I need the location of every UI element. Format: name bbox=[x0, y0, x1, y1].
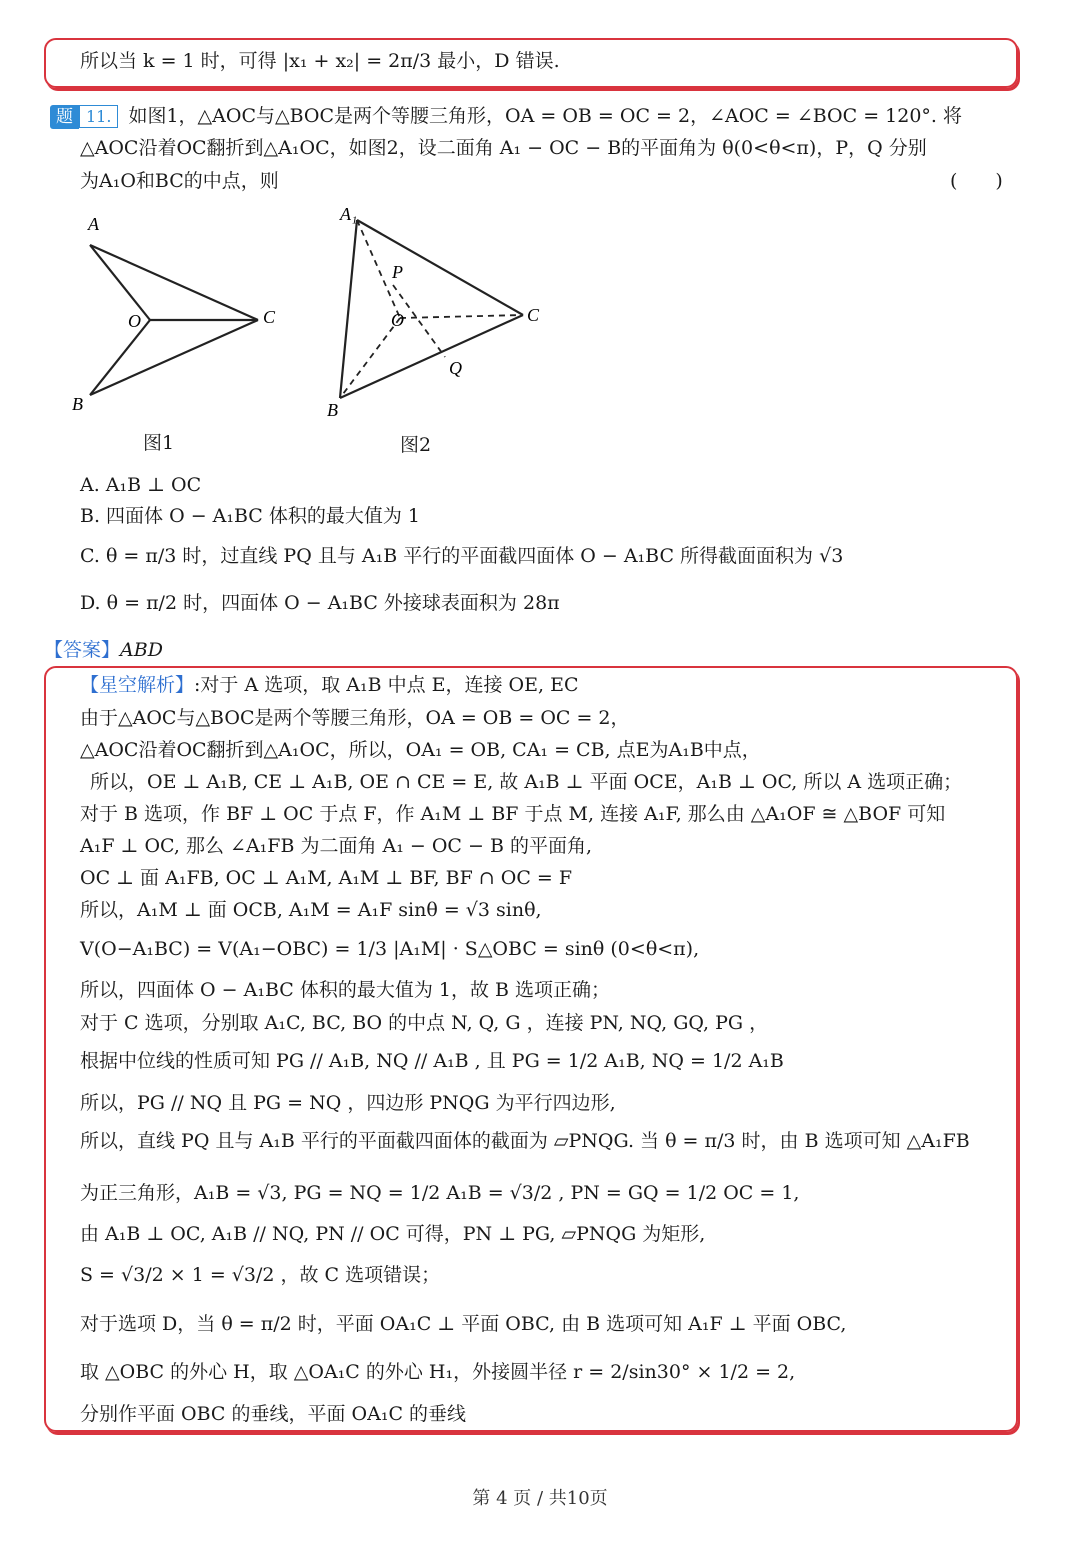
solution-line-19: 取 △OBC 的外心 H，取 △OA₁C 的外心 H₁，外接圆半径 r = 2/sin30° × 1/2 = 2, bbox=[80, 1361, 796, 1383]
fig2-label-b: B bbox=[327, 400, 338, 420]
question-line-3: 为A₁O和BC的中点，则 bbox=[80, 170, 279, 192]
figure-1-caption: 图1 bbox=[143, 432, 175, 454]
fig2-label-p: P bbox=[392, 262, 403, 282]
solution-line-4: 所以，OE ⊥ A₁B, CE ⊥ A₁B, OE ∩ CE = E, 故 A₁B ⊥ 平面 OCE，A₁B ⊥ OC, 所以 A 选项正确； bbox=[90, 771, 963, 793]
figure-1 bbox=[60, 205, 300, 420]
question-tag: 题 bbox=[50, 105, 79, 129]
answer-value: ABD bbox=[120, 639, 163, 661]
question-line-1 bbox=[50, 103, 962, 129]
option-d: D. θ = π/2 时，四面体 O − A₁BC 外接球表面积为 28π bbox=[80, 592, 560, 614]
solution-line-6: A₁F ⊥ OC, 那么 ∠A₁FB 为二面角 A₁ − OC − B 的平面角, bbox=[80, 835, 592, 857]
fig1-label-a: A bbox=[88, 214, 99, 234]
solution-label: 【星空解析】 bbox=[80, 674, 195, 696]
option-a: A. A₁B ⊥ OC bbox=[80, 474, 202, 496]
solution-line-8: 所以，A₁M ⊥ 面 OCB, A₁M = A₁F sinθ = √3 sinθ, bbox=[80, 899, 542, 921]
question-number: 11. bbox=[79, 105, 118, 128]
solution-line-15: 为正三角形，A₁B = √3, PG = NQ = 1/2 A₁B = √3/2 , PN = GQ = 1/2 OC = 1, bbox=[80, 1182, 800, 1204]
solution-line-7: OC ⊥ 面 A₁FB, OC ⊥ A₁M, A₁M ⊥ BF, BF ∩ OC = F bbox=[80, 867, 573, 889]
solution-line-9: V(O−A₁BC) = V(A₁−OBC) = 1/3 |A₁M| · S△OBC = sinθ (0<θ<π), bbox=[80, 938, 700, 960]
solution-line-20: 分别作平面 OBC 的垂线，平面 OA₁C 的垂线 bbox=[80, 1403, 467, 1425]
solution-line-17: S = √3/2 × 1 = √3/2 ，故 C 选项错误； bbox=[80, 1264, 441, 1286]
solution-line-1 bbox=[80, 672, 578, 698]
solution-text-1: :对于 A 选项，取 A₁B 中点 E，连接 OE, EC bbox=[194, 674, 579, 696]
solution-line-3: △AOC沿着OC翻折到△A₁OC，所以，OA₁ = OB, CA₁ = CB, 点E为A₁B中点， bbox=[80, 739, 761, 761]
question-line-2: △AOC沿着OC翻折到△A₁OC，如图2，设二面角 A₁ − OC − B的平面角为 θ(0<θ<π)，P，Q 分别 bbox=[80, 137, 927, 159]
fig2-label-q: Q bbox=[449, 358, 462, 378]
question-text-1: 如图1，△AOC与△BOC是两个等腰三角形，OA = OB = OC = 2，∠AOC = ∠BOC = 120°. 将 bbox=[128, 105, 963, 127]
solution-line-13: 所以，PG // NQ 且 PG = NQ ，四边形 PNQG 为平行四边形, bbox=[80, 1092, 616, 1114]
solution-line-2: 由于△AOC与△BOC是两个等腰三角形，OA = OB = OC = 2， bbox=[80, 707, 630, 729]
answer-line bbox=[44, 637, 163, 663]
solution-line-10: 所以，四面体 O − A₁BC 体积的最大值为 1，故 B 选项正确； bbox=[80, 979, 611, 1001]
solution-line-11: 对于 C 选项，分别取 A₁C, BC, BO 的中点 N, Q, G ，连接 PN, NQ, GQ, PG ， bbox=[80, 1012, 769, 1034]
figure-2-caption: 图2 bbox=[400, 434, 432, 456]
solution-line-18: 对于选项 D，当 θ = π/2 时，平面 OA₁C ⊥ 平面 OBC, 由 B 选项可知 A₁F ⊥ 平面 OBC, bbox=[80, 1313, 847, 1335]
figure-2 bbox=[315, 200, 565, 425]
option-c: C. θ = π/3 时，过直线 PQ 且与 A₁B 平行的平面截四面体 O − A₁BC 所得截面面积为 √3 bbox=[80, 545, 844, 567]
fig1-label-o: O bbox=[128, 311, 141, 331]
solution-line-16: 由 A₁B ⊥ OC, A₁B // NQ, PN // OC 可得，PN ⊥ PG, ▱PNQG 为矩形, bbox=[80, 1223, 706, 1245]
fig1-label-b: B bbox=[72, 394, 83, 414]
solution-line-12: 根据中位线的性质可知 PG // A₁B, NQ // A₁B , 且 PG = 1/2 A₁B, NQ = 1/2 A₁B bbox=[80, 1050, 784, 1072]
fig2-label-c: C bbox=[527, 305, 540, 325]
answer-bracket: ( ) bbox=[950, 170, 1003, 192]
fig2-label-a1: A₁ bbox=[340, 204, 358, 224]
answer-label: 【答案】 bbox=[44, 639, 121, 661]
page-footer: 第 4 页 / 共10页 bbox=[472, 1488, 608, 1509]
solution-line-5: 对于 B 选项，作 BF ⊥ OC 于点 F，作 A₁M ⊥ BF 于点 M, 连接 A₁F, 那么由 △A₁OF ≅ △BOF 可知 bbox=[80, 803, 946, 825]
solution-line-14: 所以，直线 PQ 且与 A₁B 平行的平面截四面体的截面为 ▱PNQG. 当 θ = π/3 时，由 B 选项可知 △A₁FB bbox=[80, 1130, 970, 1152]
option-b: B. 四面体 O − A₁BC 体积的最大值为 1 bbox=[80, 505, 421, 527]
fig2-label-o: O bbox=[391, 310, 404, 330]
fig1-label-c: C bbox=[263, 307, 276, 327]
top-box-text: 所以当 k = 1 时，可得 |x₁ + x₂| = 2π/3 最小，D 错误. bbox=[80, 50, 560, 72]
